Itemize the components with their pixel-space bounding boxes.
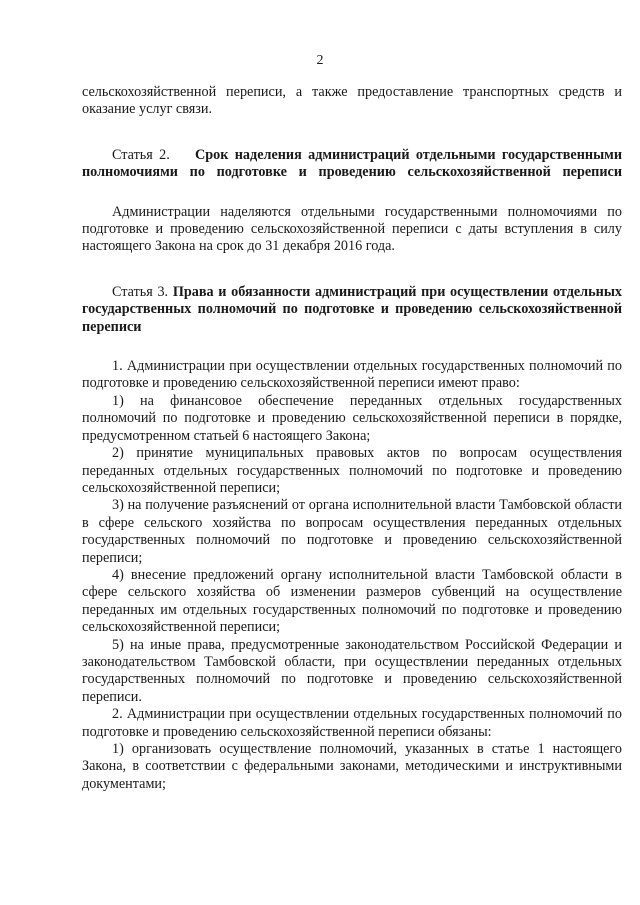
article-3-title: Права и обязанности администраций при осуществлении отдельных государственных полномочий по подготовке и проведению сельскохозяйственной переписи: [82, 283, 622, 335]
article-3-label: Статья 3.: [112, 283, 169, 300]
article-2-heading: [82, 147, 622, 182]
article-3-part-1-item: 4) внесение предложений органу исполнительной власти Тамбовской области в сфере сельского хозяйства об изменении размеров субвенций на осуществление переданных им отдельных государственных полномочий по подготовке и проведению сельскохозяйственной переписи;: [82, 566, 622, 636]
article-2-label: Статья 2.: [112, 146, 170, 163]
article-3-part-1-item: 2) принятие муниципальных правовых актов по вопросам осуществления переданных отдельных государственных полномочий по подготовке и проведению сельскохозяйственной переписи;: [82, 445, 622, 496]
lead-paragraph: сельскохозяйственной переписи, а также предоставление транспортных средств и оказание услуг связи.: [82, 84, 622, 118]
article-3-part-1-intro: 1. Администрации при осуществлении отдельных государственных полномочий по подготовке и проведению сельскохозяйственной переписи имеют право:: [82, 358, 622, 392]
page-number: 2: [316, 53, 324, 68]
article-3-part-2-intro: 2. Администрации при осуществлении отдельных государственных полномочий по подготовке и проведению сельскохозяйственной переписи обязаны:: [82, 706, 622, 740]
article-3-part-1-item: 1) на финансовое обеспечение переданных отдельных государственных полномочий по подготовке и проведению сельскохозяйственной переписи в порядке, предусмотренном статьей 6 настоящего Закона;: [82, 392, 622, 444]
document-body: [82, 84, 622, 793]
article-2-title: Срок наделения администраций отдельными государственными полномочиями по подготовке и проведению сельскохозяйственной переписи: [82, 146, 622, 181]
article-3-heading: [82, 284, 622, 336]
article-2-text: Администрации наделяются отдельными государственными полномочиями по подготовке и проведению сельскохозяйственной переписи с даты вступления в силу настоящего Закона на срок до 31 декабря 2016 года.: [82, 203, 622, 255]
article-3-part-1-item: 3) на получение разъяснений от органа исполнительной власти Тамбовской области в сфере сельского хозяйства по вопросам осуществления переданных отдельных государственных полномочий по подготовке и проведению сельскохозяйственной переписи;: [82, 497, 622, 566]
article-3-part-1-item: 5) на иные права, предусмотренные законодательством Российской Федерации и законодательством Тамбовской области, при осуществлении переданных отдельных государственных полномочий по подготовке и проведению сельскохозяйственной переписи.: [82, 636, 622, 705]
article-3-part-2-item: 1) организовать осуществление полномочий, указанных в статье 1 настоящего Закона, в соответствии с федеральными законами, методическими и инструктивными документами;: [82, 741, 622, 792]
